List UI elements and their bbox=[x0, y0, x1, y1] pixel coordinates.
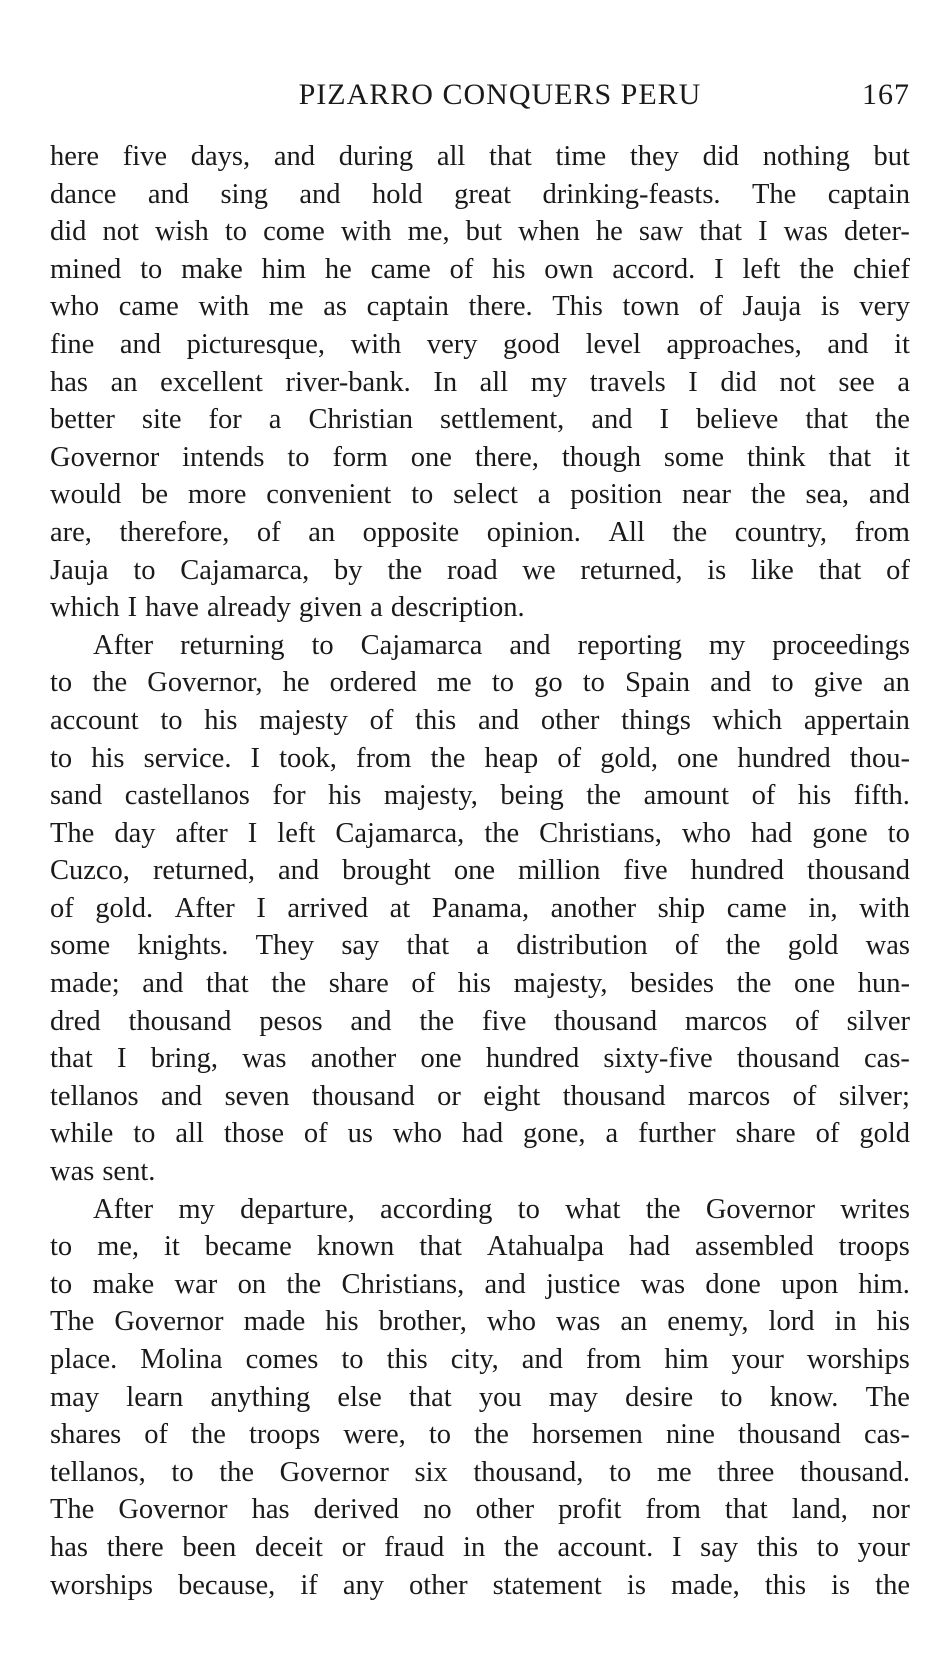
text-line: sand castellanos for his majesty, being the amount of his fifth. bbox=[50, 780, 910, 812]
text-line: to make war on the Christians, and justice was done upon him. bbox=[50, 1268, 910, 1300]
text-line: Cuzco, returned, and brought one million five hundred thousand bbox=[50, 855, 910, 887]
text-line: which I have already given a description. bbox=[50, 592, 525, 624]
text-line: After my departure, according to what the Governor writes bbox=[93, 1193, 910, 1225]
body-text bbox=[50, 138, 910, 1604]
text-line: made; and that the share of his majesty, besides the one hun- bbox=[50, 968, 910, 1000]
text-line: After returning to Cajamarca and reporting my proceedings bbox=[93, 629, 910, 661]
text-line: may learn anything else that you may desire to know. The bbox=[50, 1381, 910, 1413]
text-line: some knights. They say that a distribution of the gold was bbox=[50, 930, 910, 962]
text-line: place. Molina comes to this city, and from him your worships bbox=[50, 1344, 910, 1375]
text-line: has an excellent river-bank. In all my travels I did not see a bbox=[50, 366, 910, 398]
text-line: to me, it became known that Atahualpa had assembled troops bbox=[50, 1231, 910, 1263]
text-line: has there been deceit or fraud in the account. I say this to your bbox=[50, 1531, 910, 1563]
text-line: worships because, if any other statement is made, this is the bbox=[50, 1569, 910, 1601]
text-line: The Governor has derived no other profit from that land, nor bbox=[50, 1494, 910, 1526]
text-line: here five days, and during all that time they did nothing but bbox=[50, 141, 910, 172]
text-line: better site for a Christian settlement, and I believe that the bbox=[50, 404, 910, 436]
text-line: shares of the troops were, to the horsemen nine thousand cas- bbox=[50, 1419, 910, 1451]
text-line: dred thousand pesos and the five thousand marcos of silver bbox=[50, 1005, 910, 1037]
text-line: account to his majesty of this and other things which appertain bbox=[50, 704, 910, 736]
text-line: Governor intends to form one there, though some think that it bbox=[50, 441, 910, 473]
running-title: PIZARRO CONQUERS PERU bbox=[298, 78, 702, 111]
text-line: mined to make him he came of his own accord. I left the chief bbox=[50, 253, 910, 285]
text-line: while to all those of us who had gone, a further share of gold bbox=[50, 1118, 910, 1150]
text-line: to his service. I took, from the heap of gold, one hundred thou- bbox=[50, 742, 910, 774]
running-head bbox=[50, 70, 910, 120]
text-line: would be more convenient to select a position near the sea, and bbox=[50, 479, 910, 511]
text-line: fine and picturesque, with very good level approaches, and it bbox=[50, 328, 910, 360]
page-number: 167 bbox=[862, 78, 910, 111]
text-line: tellanos and seven thousand or eight thousand marcos of silver; bbox=[50, 1080, 910, 1112]
text-line: that I bring, was another one hundred sixty-five thousand cas- bbox=[50, 1043, 910, 1075]
text-line: of gold. After I arrived at Panama, another ship came in, with bbox=[50, 892, 910, 924]
text-line: are, therefore, of an opposite opinion. All the country, from bbox=[50, 516, 910, 548]
text-line: was sent. bbox=[50, 1156, 156, 1188]
text-line: tellanos, to the Governor six thousand, to me three thousand. bbox=[50, 1456, 910, 1488]
text-line: did not wish to come with me, but when he saw that I was deter- bbox=[50, 216, 910, 248]
text-line: The Governor made his brother, who was an enemy, lord in his bbox=[50, 1306, 910, 1338]
book-page bbox=[50, 70, 910, 1604]
text-line: Jauja to Cajamarca, by the road we returned, is like that of bbox=[50, 554, 910, 586]
text-line: The day after I left Cajamarca, the Christians, who had gone to bbox=[50, 817, 910, 849]
text-line: who came with me as captain there. This town of Jauja is very bbox=[50, 291, 910, 323]
text-line: dance and sing and hold great drinking-feasts. The captain bbox=[50, 178, 910, 210]
text-line: to the Governor, he ordered me to go to Spain and to give an bbox=[50, 667, 910, 699]
